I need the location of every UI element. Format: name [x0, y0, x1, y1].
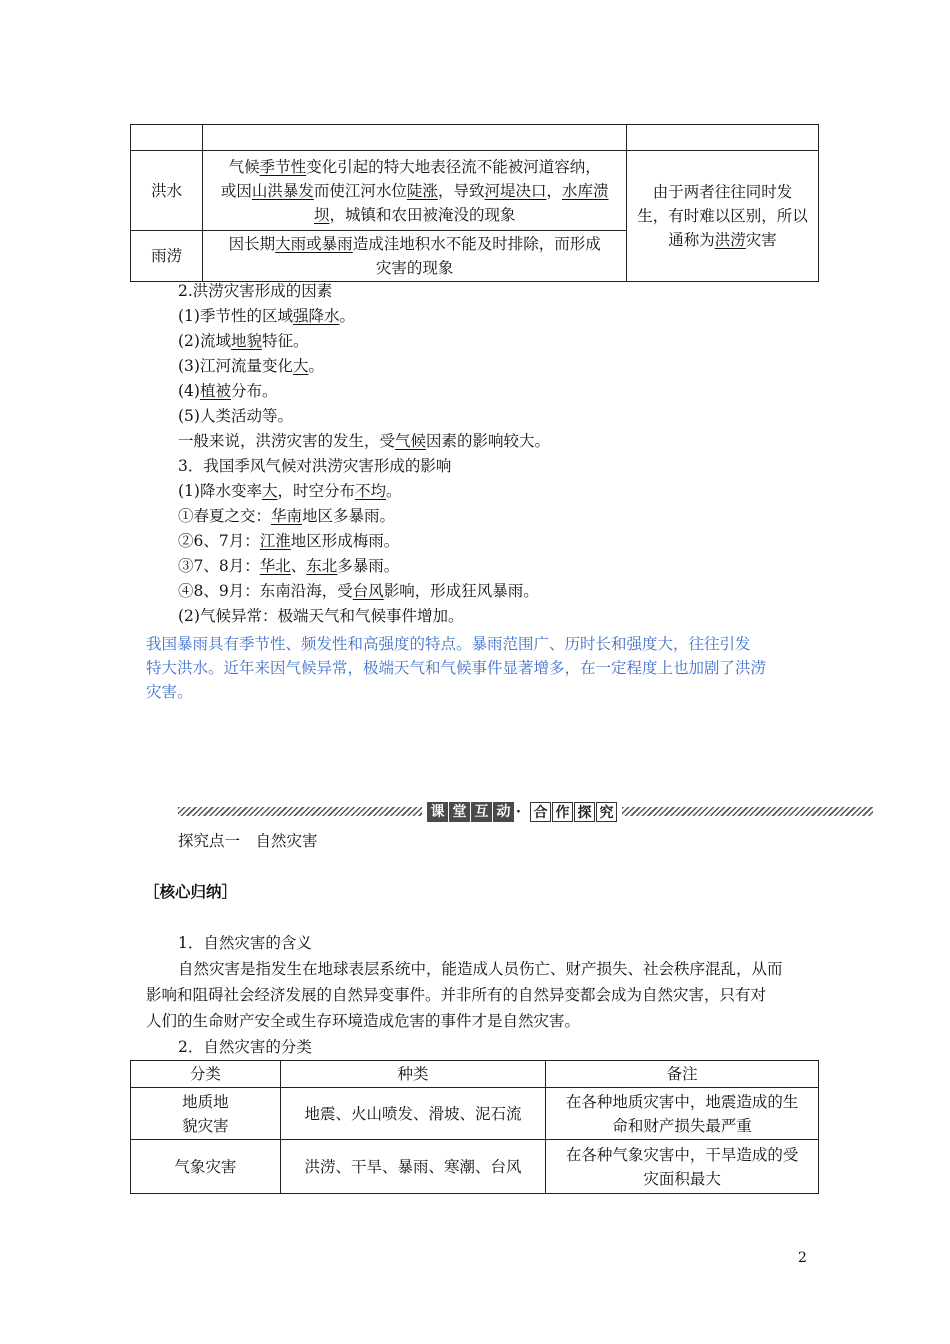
underlined-answer: 大 [292, 357, 309, 375]
disaster-classification-table [130, 1060, 819, 1194]
table-cell-empty [131, 125, 203, 151]
text-line: ③7、8月：华北、东北多暴雨。 [178, 557, 400, 575]
cell-line: 坝，城镇和农田被淹没的现象 [313, 205, 516, 224]
core-line: 1．自然灾害的含义 [178, 934, 312, 952]
underlined-answer: 河堤决口 [484, 181, 547, 200]
underlined-answer: 坝 [313, 205, 330, 224]
underlined-answer: 东北 [306, 557, 338, 575]
cell-line: 通称为洪涝灾害 [668, 231, 777, 249]
remark-cell [546, 1088, 819, 1140]
text-line: (1)降水变率大，时空分布不均。 [178, 482, 402, 500]
header-remark: 备注 [546, 1061, 819, 1088]
category-cell: 气象灾害 [131, 1140, 281, 1194]
remark-line: 在各种地质灾害中，地震造成的生 [565, 1092, 799, 1111]
banner-label-right [530, 802, 617, 822]
rainlog-label: 雨涝 [131, 231, 203, 282]
banner-label-left [427, 802, 514, 822]
underlined-answer: 陡涨 [406, 181, 438, 200]
text-line: 3．我国季风气候对洪涝灾害形成的影响 [178, 457, 452, 475]
banner-char: 堂 [449, 802, 470, 822]
banner-char: 互 [471, 802, 492, 822]
category-line: 地质地 [182, 1092, 229, 1111]
underlined-answer: 水库溃 [561, 181, 609, 200]
table-cell-empty [627, 125, 819, 151]
underlined-answer: 季节性 [259, 157, 307, 176]
remark-line: 灾面积最大 [643, 1169, 721, 1188]
text-line: (3)江河流量变化大。 [178, 357, 324, 375]
classroom-banner [178, 802, 873, 822]
underlined-answer: 江淮 [259, 532, 291, 550]
cell-line: 灾害的现象 [375, 259, 454, 277]
banner-char: 动 [493, 802, 514, 822]
remark-line: 命和财产损失最严重 [612, 1116, 752, 1135]
text-line: (4)植被分布。 [178, 382, 278, 400]
types-cell: 地震、火山喷发、滑坡、泥石流 [280, 1088, 546, 1140]
underlined-answer: 华北 [259, 557, 291, 575]
underlined-answer: 不均 [355, 482, 387, 500]
underlined-answer: 植被 [199, 382, 231, 400]
underlined-answer: 华南 [271, 507, 303, 525]
core-line: 影响和阻碍社会经济发展的自然异变事件。并非所有的自然异变都会成为自然灾害，只有对 [146, 986, 767, 1004]
note-line: 我国暴雨具有季节性、频发性和高强度的特点。暴雨范围广、历时长和强度大，往往引发 [146, 635, 751, 653]
note-line: 灾害。 [146, 683, 193, 701]
explore-point-title: 探究点一 自然灾害 [178, 832, 318, 850]
underlined-answer: 山洪暴发 [251, 181, 314, 200]
header-category: 分类 [131, 1061, 281, 1088]
rainlog-description [203, 231, 627, 282]
category-line: 貌灾害 [182, 1116, 229, 1135]
text-line: (2)流域地貌特征。 [178, 332, 309, 350]
underlined-answer: 大雨或暴雨 [275, 235, 353, 253]
page-number: 2 [798, 1250, 807, 1266]
cell-line: 由于两者往往同时发 [652, 183, 793, 201]
remark-line: 在各种气象灾害中，干旱造成的受 [565, 1145, 799, 1164]
core-line: 自然灾害是指发生在地球表层系统中，能造成人员伤亡、财产损失、社会秩序混乱，从而 [178, 960, 783, 978]
flood-note [627, 151, 819, 282]
text-line: (1)季节性的区域强降水。 [178, 307, 355, 325]
core-summary-heading: ［核心归纳］ [144, 883, 238, 901]
flood-description [203, 151, 627, 231]
category-cell [131, 1088, 281, 1140]
underlined-answer: 大 [261, 482, 278, 500]
banner-hatch-right [622, 807, 873, 816]
note-line: 特大洪水。近年来因气候异常，极端天气和气候事件显著增多，在一定程度上也加剧了洪涝 [146, 659, 767, 677]
banner-char: 课 [427, 802, 448, 822]
types-cell: 洪涝、干旱、暴雨、寒潮、台风 [280, 1140, 546, 1194]
banner-char: 作 [552, 802, 573, 822]
remark-cell [546, 1140, 819, 1194]
text-line: 一般来说，洪涝灾害的发生，受气候因素的影响较大。 [178, 432, 551, 450]
banner-dot: · [516, 804, 521, 820]
cell-line: 因长期大雨或暴雨造成洼地积水不能及时排除，而形成 [228, 235, 601, 253]
underlined-answer: 台风 [352, 582, 384, 600]
text-line: ④8、9月：东南沿海，受台风影响，形成狂风暴雨。 [178, 582, 539, 600]
cell-line: 或因山洪暴发而使江河水位陡涨，导致河堤决口，水库溃 [220, 181, 609, 200]
flood-definition-table [130, 124, 819, 282]
banner-char: 究 [596, 802, 617, 822]
text-line: (2)气候异常：极端天气和气候事件增加。 [178, 607, 464, 625]
cell-line: 生，有时难以区别，所以 [637, 207, 808, 225]
cell-line: 气候季节性变化引起的特大地表径流不能被河道容纳， [228, 157, 601, 176]
banner-char: 探 [574, 802, 595, 822]
table-cell-empty [203, 125, 627, 151]
text-line: ②6、7月：江淮地区形成梅雨。 [178, 532, 400, 550]
text-line: 2.洪涝灾害形成的因素 [178, 282, 333, 300]
underlined-answer: 强降水 [292, 307, 340, 325]
underlined-answer: 气候 [395, 432, 427, 450]
banner-hatch-left [178, 807, 422, 816]
underlined-answer: 地貌 [230, 332, 262, 350]
core-line: 2．自然灾害的分类 [178, 1038, 312, 1056]
text-line: (5)人类活动等。 [178, 407, 293, 425]
note-blue-paragraph [146, 632, 766, 704]
core-line: 人们的生命财产安全或生存环境造成危害的事件才是自然灾害。 [146, 1012, 581, 1030]
underlined-answer: 洪涝 [714, 231, 746, 249]
banner-char: 合 [530, 802, 551, 822]
header-types: 种类 [280, 1061, 546, 1088]
text-line: ①春夏之交：华南地区多暴雨。 [178, 507, 396, 525]
flood-label: 洪水 [131, 151, 203, 231]
